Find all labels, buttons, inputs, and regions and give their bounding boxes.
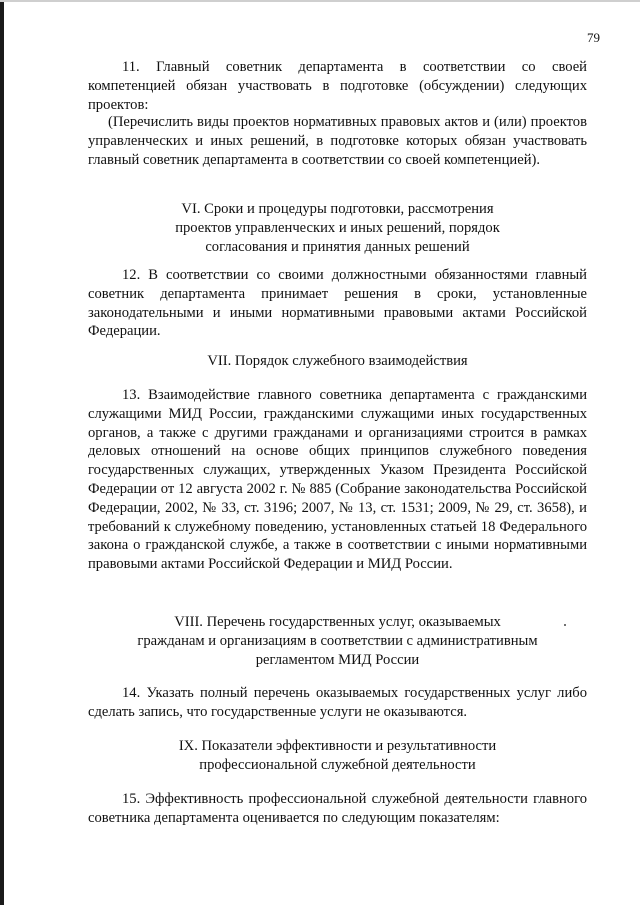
section-heading-vi xyxy=(88,200,587,256)
heading-line: профессиональной служебной деятельности xyxy=(199,756,476,773)
clause-15: 15. Эффективность профессиональной служебной деятельности главного советника департамента оценивается по следующим показателям: xyxy=(88,791,587,826)
section-heading-vii xyxy=(88,352,587,371)
heading-line: IX. Показатели эффективности и результативности xyxy=(178,738,497,754)
clause-11-note: (Перечислить виды проектов нормативных правовых актов и (или) проектов управленческих и иных решений, в подготовке которых обязан участвовать главный советник департамента в соответствии со своей компетенцией). xyxy=(88,114,587,168)
heading-line: согласования и принятия данных решений xyxy=(205,238,470,255)
heading-line: VI. Сроки и процедуры подготовки, рассмотрения xyxy=(181,201,494,217)
section-heading-ix xyxy=(88,737,587,775)
scan-left-edge xyxy=(0,0,4,905)
heading-line: VIII. Перечень государственных услуг, оказываемых xyxy=(174,614,501,630)
heading-line: проектов управленческих и иных решений, порядок xyxy=(175,219,500,236)
page-number: 79 xyxy=(587,30,600,45)
clause-13: 13. Взаимодействие главного советника департамента с гражданскими служащими МИД России, гражданскими служащими иных государственных органов, а также с другими гражданами и организациями строится в рамках деловых отношений на основе общих принципов служебного поведения государственных служащих, утвержденных Указом Президента Российской Федерации от 12 августа 2002 г. № 885 (Собрание законодательства Российской Федерации, 2002, № 33, ст. 3196; 2007, № 13, ст. 1531; 2009, № 29, ст. 3658), и требований к служебному поведению, установленных статьей 18 Федерального закона о гражданской службе, а также в соответствии с иными нормативными правовыми актами Российской Федерации и МИД России. xyxy=(88,387,587,573)
clause-14: 14. Указать полный перечень оказываемых государственных услуг либо сделать запись, что государственные услуги не оказываются. xyxy=(88,685,587,720)
heading-line: гражданам и организациям в соответствии с административным xyxy=(137,632,538,649)
scan-top-edge xyxy=(0,0,640,2)
section-heading-viii xyxy=(88,613,587,669)
heading-line: VII. Порядок служебного взаимодействия xyxy=(207,353,468,369)
clause-11: 11. Главный советник департамента в соответствии со своей компетенцией обязан участвовать в подготовке (обсуждении) следующих проектов: xyxy=(88,59,587,113)
heading-line: регламентом МИД России xyxy=(255,651,420,668)
scan-speck xyxy=(564,624,566,626)
clause-12: 12. В соответствии со своими должностными обязанностями главный советник департамента принимает решения в сроки, установленные законодательными и иными нормативными правовыми актами Российской Федерации. xyxy=(88,267,587,340)
